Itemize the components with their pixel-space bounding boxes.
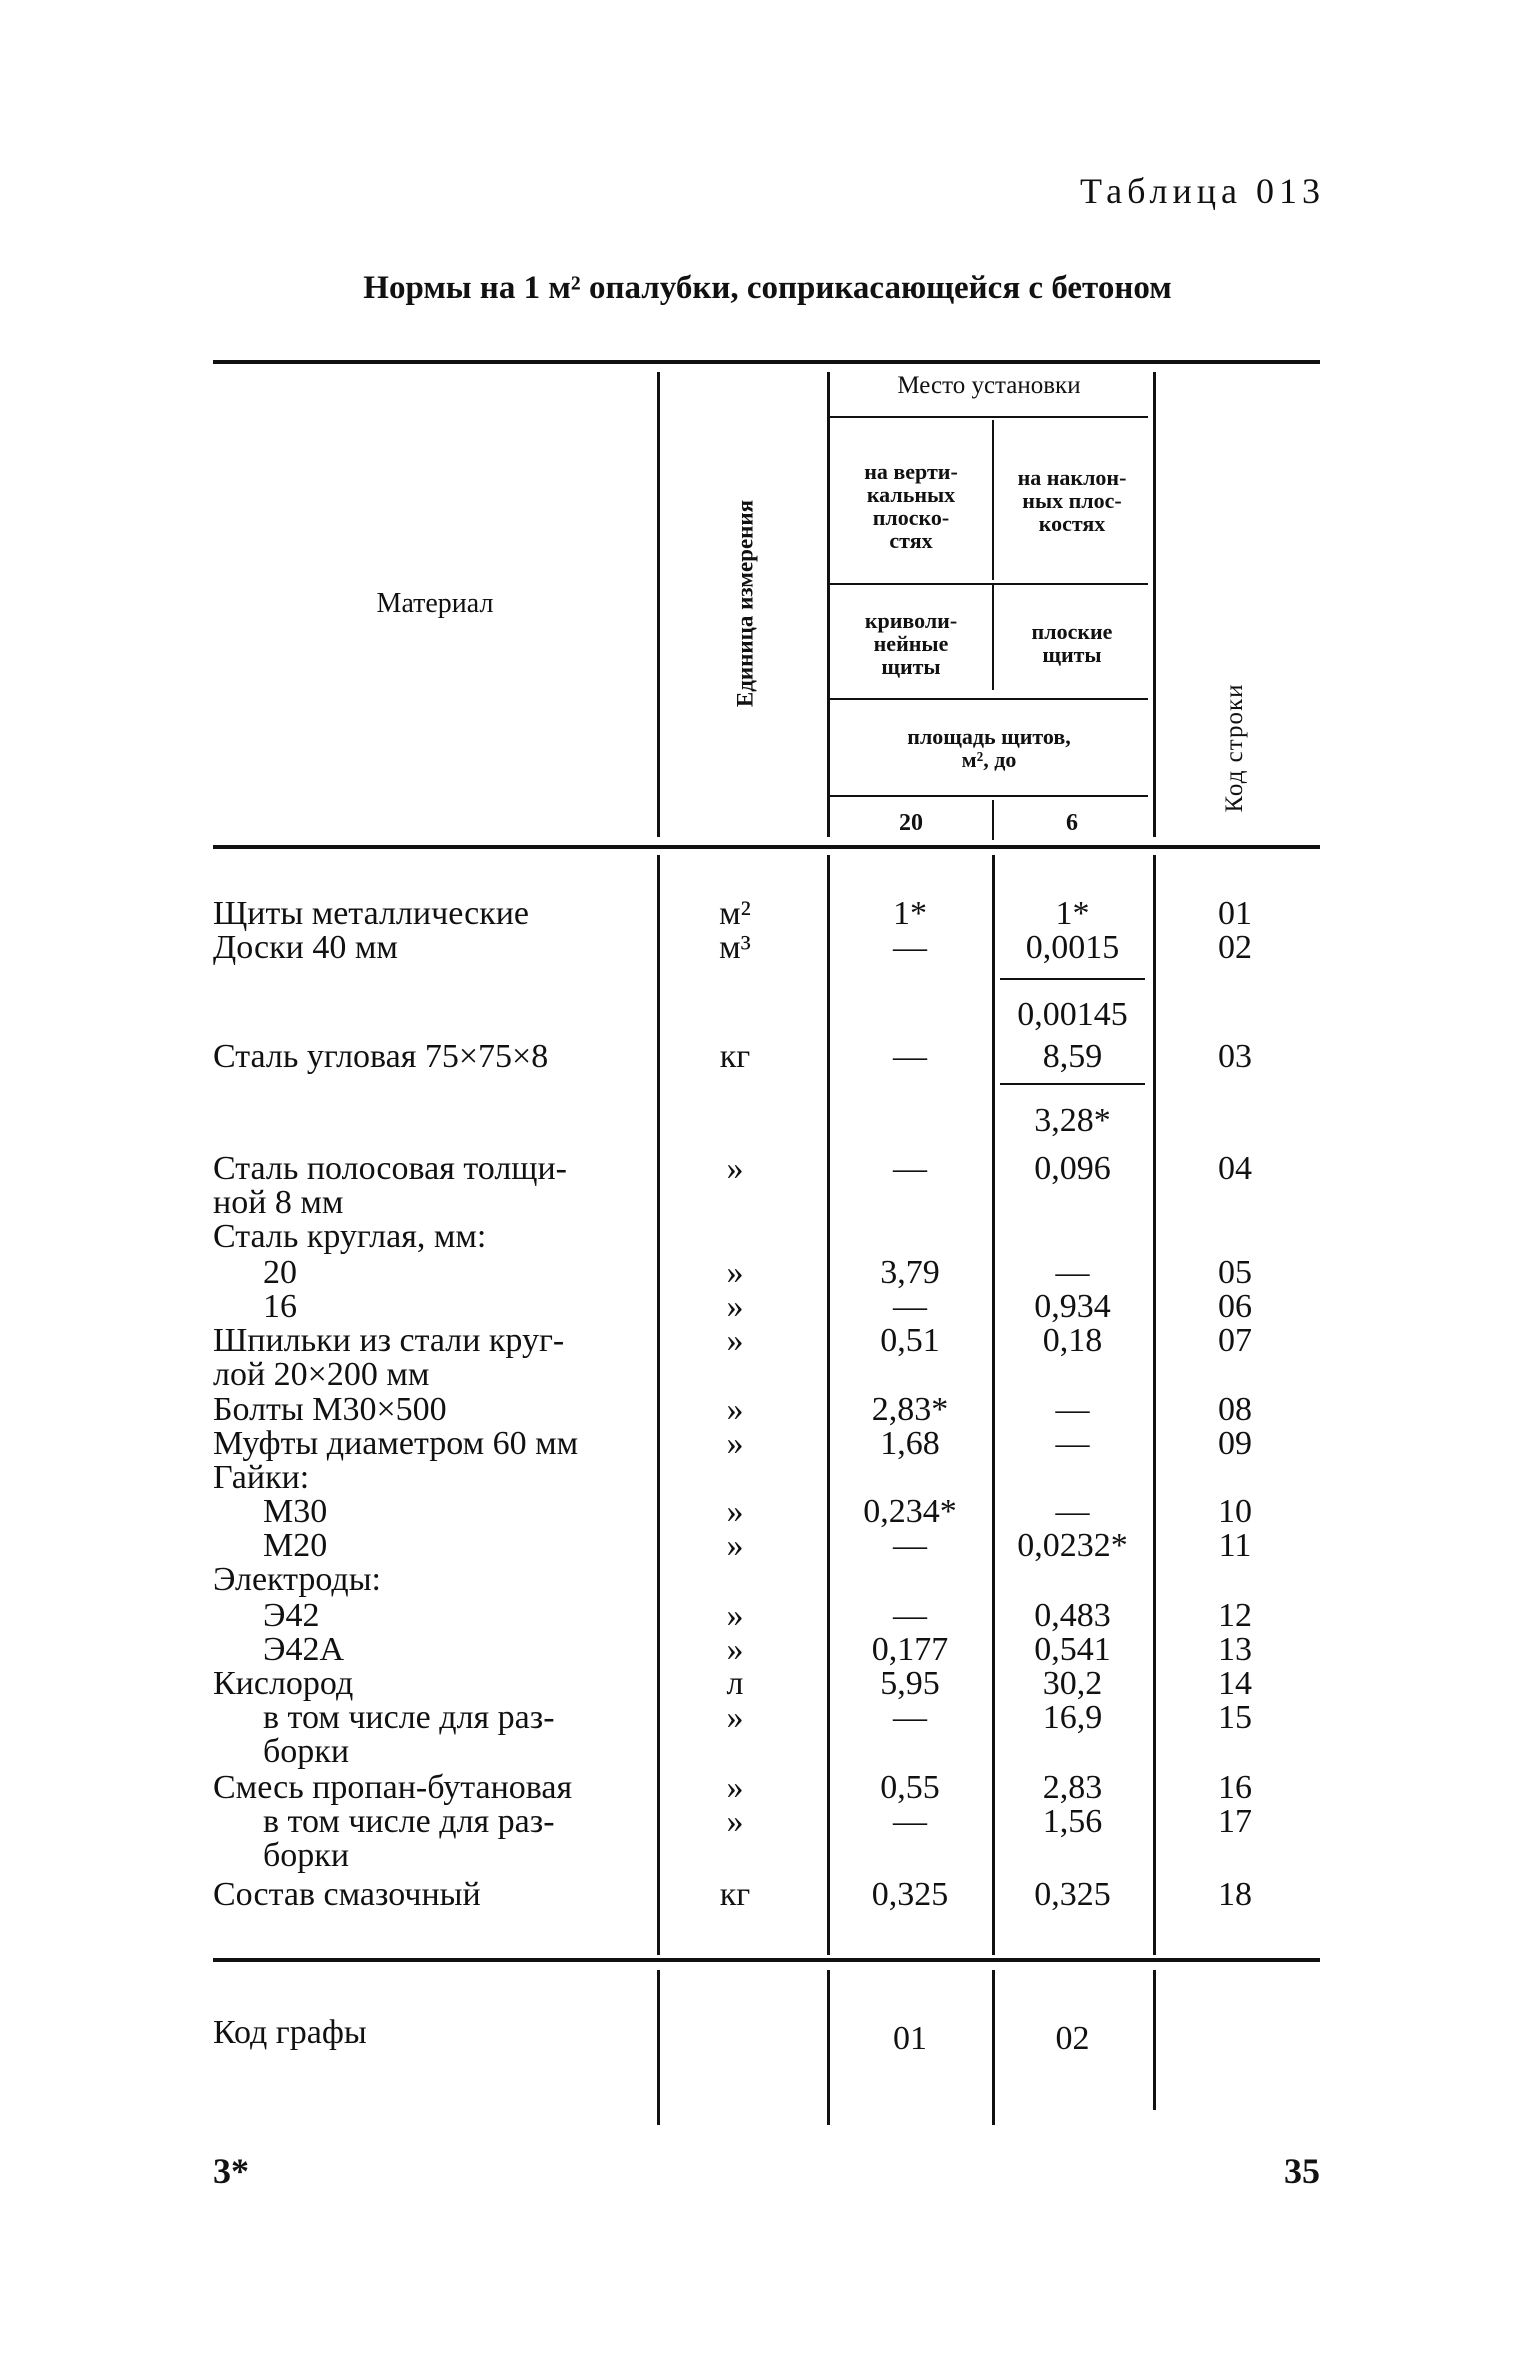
row-material: Состав смазочный [213, 1876, 481, 1913]
row-material: Доски 40 мм [213, 929, 398, 966]
row-material: Сталь угловая 75×75×8 [213, 1038, 549, 1075]
row-code: 01 [1218, 895, 1252, 932]
row-value-col1: 0,325 [871, 1876, 949, 1913]
body-vline-1 [657, 855, 660, 1955]
row-material: Электроды: [213, 1561, 382, 1598]
body-bottom-rule [213, 1958, 1320, 1962]
row-material: Смесь пропан-бутановая [213, 1769, 573, 1806]
row-unit: » [726, 1699, 744, 1736]
header-kriv: криволи- нейные щиты [864, 608, 958, 679]
header-code: Код строки [1221, 683, 1248, 813]
row-value-col2: 0,0015 [1025, 929, 1120, 966]
row-value-col2: 1,56 [1042, 1803, 1103, 1840]
footer-c1: 01 [893, 2020, 927, 2057]
row-unit: » [726, 1391, 744, 1428]
row-unit: » [726, 1425, 744, 1462]
vline-mid2 [992, 585, 994, 690]
row-unit: » [726, 1769, 744, 1806]
vline-material [657, 372, 660, 837]
fraction-line-02 [1000, 978, 1145, 980]
row-value-col2: — [1055, 1254, 1090, 1291]
row-value-col2: 1* [1055, 895, 1090, 932]
row-code: 14 [1218, 1665, 1252, 1702]
header-unit: Единица измерения [732, 499, 758, 708]
row-material: 20 [263, 1254, 297, 1291]
hline-kriv [830, 698, 1148, 700]
row-unit: м³ [719, 929, 751, 966]
fraction-line-03 [1000, 1083, 1145, 1085]
row-value-col1: — [893, 929, 927, 966]
row-unit: » [726, 1527, 744, 1564]
row-value-col2: — [1055, 1391, 1090, 1428]
row-unit: » [726, 1597, 744, 1634]
hline-vert [830, 583, 1148, 585]
vline-code [1153, 372, 1156, 837]
row-material: 16 [263, 1288, 297, 1325]
row-value-col1: 0,55 [880, 1769, 940, 1806]
row-material: Кислород [213, 1665, 354, 1702]
header-ploshad: площадь щитов, м², до [907, 724, 1071, 772]
row-value-col2: 0,18 [1042, 1322, 1103, 1359]
row-value-col1: — [893, 1038, 927, 1075]
row-unit: » [726, 1493, 744, 1530]
row-value-col2: — [1055, 1493, 1090, 1530]
body-vline-4 [1153, 855, 1156, 1955]
row-material: Э42А [263, 1631, 344, 1668]
row-unit: м² [719, 895, 751, 932]
row-material: Э42 [263, 1597, 320, 1634]
row-material: Сталь полосовая толщи- [213, 1150, 567, 1187]
vline-mid3 [992, 800, 994, 840]
row-code: 06 [1218, 1288, 1252, 1325]
row-value-col2: 0,934 [1034, 1288, 1111, 1325]
row-material: Шпильки из стали круг- [213, 1322, 565, 1359]
header-20: 20 [899, 810, 923, 836]
table-title: Нормы на 1 м² опалубки, соприкасающейся с бетоном [363, 270, 1172, 306]
row-value-col1: 3,79 [880, 1254, 940, 1291]
row-unit: » [726, 1150, 744, 1187]
row-value-col1: 1* [893, 895, 927, 932]
row-value-col1: 0,51 [880, 1322, 940, 1359]
header-bottom-rule [213, 845, 1320, 849]
row-material: борки [263, 1837, 350, 1874]
row-material: Гайки: [213, 1459, 310, 1496]
row-material: в том числе для раз- [263, 1699, 555, 1736]
row-value-col1: — [893, 1597, 927, 1634]
row-code: 05 [1218, 1254, 1252, 1291]
header-nakl: на наклон- ных плос- костях [1017, 465, 1127, 536]
row-material: ной 8 мм [213, 1184, 344, 1221]
header-vert: на верти- кальных плоско- стях [864, 459, 958, 553]
row-value-col2: 2,83 [1042, 1769, 1103, 1806]
row-unit: » [726, 1803, 744, 1840]
row-code: 07 [1218, 1322, 1252, 1359]
row-value-col2: 3,28* [1034, 1102, 1111, 1139]
row-value-col2: 0,541 [1034, 1631, 1111, 1668]
hline-ploshad [830, 795, 1148, 797]
row-code: 15 [1218, 1699, 1252, 1736]
row-material: в том числе для раз- [263, 1803, 555, 1840]
footer-c2: 02 [1055, 2020, 1090, 2057]
row-unit: » [726, 1322, 744, 1359]
row-value-col2: 0,096 [1034, 1150, 1111, 1187]
vline-mid1 [992, 420, 994, 580]
row-value-col1: 2,83* [871, 1391, 949, 1428]
row-value-col2: 0,325 [1034, 1876, 1111, 1913]
row-unit: кг [719, 1038, 751, 1075]
row-material: Муфты диаметром 60 мм [213, 1425, 579, 1462]
row-code: 17 [1218, 1803, 1252, 1840]
row-material: М30 [263, 1493, 328, 1530]
row-material: борки [263, 1733, 350, 1770]
row-value-col1: 0,177 [871, 1631, 949, 1668]
top-rule [213, 360, 1320, 364]
row-value-col2: — [1055, 1425, 1090, 1462]
page-mark: 3* [213, 2151, 249, 2191]
row-code: 08 [1218, 1391, 1252, 1428]
row-value-col2: 0,00145 [1017, 996, 1128, 1033]
row-code: 10 [1218, 1493, 1252, 1530]
row-value-col1: 5,95 [880, 1665, 940, 1702]
row-code: 09 [1218, 1425, 1252, 1462]
row-code: 03 [1218, 1038, 1252, 1075]
row-value-col2: 30,2 [1042, 1665, 1103, 1702]
row-material: М20 [263, 1527, 328, 1564]
row-code: 18 [1218, 1876, 1252, 1913]
table-label: Таблица 013 [1080, 171, 1325, 211]
footer-vline-1 [657, 1970, 660, 2125]
row-material: Болты М30×500 [213, 1391, 447, 1428]
row-value-col1: 1,68 [880, 1425, 940, 1462]
row-value-col2: 8,59 [1042, 1038, 1103, 1075]
row-unit: » [726, 1631, 744, 1668]
row-code: 11 [1218, 1527, 1252, 1564]
header-6: 6 [1066, 810, 1078, 836]
row-material: лой 20×200 мм [213, 1356, 430, 1393]
row-unit: » [726, 1254, 744, 1291]
row-material: Сталь круглая, мм: [213, 1218, 487, 1255]
row-code: 13 [1218, 1631, 1252, 1668]
row-code: 02 [1218, 929, 1252, 966]
row-value-col1: — [893, 1803, 927, 1840]
hline-mesto [830, 416, 1148, 418]
row-unit: л [726, 1665, 744, 1702]
row-value-col1: — [893, 1288, 927, 1325]
row-code: 04 [1218, 1150, 1252, 1187]
row-code: 12 [1218, 1597, 1252, 1634]
vline-unit [827, 372, 830, 837]
row-value-col2: 16,9 [1042, 1699, 1103, 1736]
page-number: 35 [1284, 2151, 1320, 2191]
footer-vline-4 [1153, 1970, 1156, 2110]
header-material: Материал [376, 588, 494, 619]
row-unit: кг [719, 1876, 751, 1913]
header-plosk: плоские щиты [1031, 619, 1113, 667]
header-mesto: Место установки [897, 372, 1081, 399]
row-code: 16 [1218, 1769, 1252, 1806]
row-value-col1: 0,234* [863, 1493, 957, 1530]
row-value-col1: — [893, 1527, 927, 1564]
row-material: Щиты металлические [213, 895, 530, 932]
row-value-col1: — [893, 1699, 927, 1736]
row-value-col1: — [893, 1150, 927, 1187]
row-unit: » [726, 1288, 744, 1325]
row-value-col2: 0,483 [1034, 1597, 1111, 1634]
footer-label: Код графы [213, 2014, 367, 2051]
row-value-col2: 0,0232* [1017, 1527, 1128, 1564]
